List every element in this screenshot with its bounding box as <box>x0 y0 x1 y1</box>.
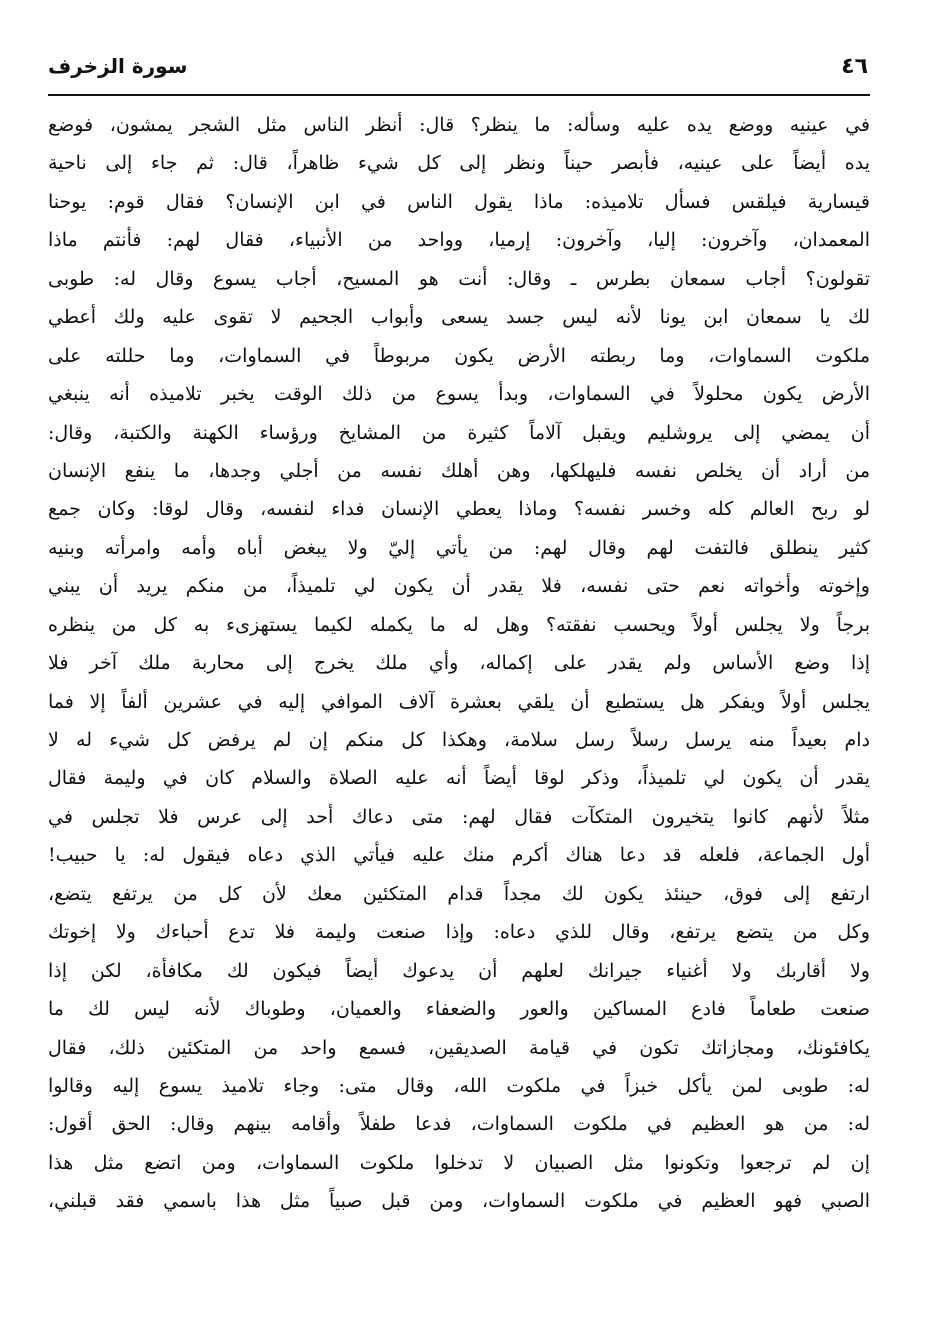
text-line: المعمدان، وآخرون: إليا، وآخرون: إرميا، وواحد من الأنبياء، فقال لهم: فأنتم ماذا <box>48 229 870 252</box>
text-line: ولا أقاربك ولا أغنياء جيرانك لعلهم أن يدعوك أيضاً فيكون لك مكافأة، لكن إذا <box>48 959 870 982</box>
text-line: ملكوت السماوات، وما ربطته الأرض يكون مربوطاً في السماوات، وما حللته على <box>48 344 870 367</box>
text-line: في عينيه ووضع يده عليه وسأله: ما ينظر؟ قال: أنظر الناس مثل الشجر يمشون، فوضع <box>48 114 870 136</box>
text-line: له: من هو العظيم في ملكوت السماوات، فدعا طفلاً وأقامه بينهم وقال: الحق أقول: <box>48 1113 870 1136</box>
text-line: يده أيضاً على عينيه، فأبصر حيناً ونظر إلى كل شيء ظاهراً، قال: ثم جاء إلى ناحية <box>48 152 870 175</box>
text-line: الصبي فهو العظيم في ملكوت السماوات، ومن قبل صبياً مثل هذا باسمي فقد قبلني، <box>48 1190 870 1213</box>
text-line: أن يمضي إلى يروشليم ويقبل آلاماً كثيرة من المشايخ ورؤساء الكهنة والكتبة، وقال: <box>48 421 870 444</box>
text-line: له: طوبى لمن يأكل خبزاً في ملكوت الله، وقال متى: وجاء تلاميذ يسوع إليه وقالوا <box>48 1074 870 1097</box>
text-line: برجاً ولا يجلس أولاً ويحسب نفقته؟ وهل له ما يكمله لكيما يستهزىء به كل من ينظره <box>48 613 870 636</box>
text-line: قيسارية فيلقس فسأل تلاميذه: ماذا يقول الناس في ابن الإنسان؟ فقال قوم: يوحنا <box>48 190 870 213</box>
body-text <box>48 106 870 1221</box>
text-line: كثير ينطلق فالتفت لهم وقال لهم: من يأتي إليّ ولا يبغض أباه وأمه وامرأته وبنيه <box>48 536 870 559</box>
header-rule <box>48 94 870 96</box>
text-line: وكل من يتضع يرتفع، وقال للذي دعاه: وإذا صنعت وليمة فلا تدع أحباءك ولا إخوتك <box>48 921 870 944</box>
text-line: الأرض يكون محلولاً في السماوات، وبدأ يسوع من ذلك الوقت يخبر تلاميذه أنه ينبغي <box>48 383 870 406</box>
page-header <box>48 52 868 92</box>
text-line: مثلاً لأنهم كانوا يتخيرون المتكآت فقال لهم: متى دعاك أحد إلى عرس فلا تجلس في <box>48 805 870 828</box>
page-number: ٤٦ <box>841 54 868 79</box>
text-line: من أراد أن يخلص نفسه فليهلكها، وهن أهلك نفسه من أجلي وجدها، ما ينفع الإنسان <box>48 459 870 482</box>
text-line: إن لم ترجعوا وتكونوا مثل الصبيان لا تدخلوا ملكوت السماوات، ومن اتضع مثل هذا <box>48 1151 870 1174</box>
text-line: يكافئونك، ومجازاتك تكون في قيامة الصديقين، فسمع واحد من المتكئين ذلك، فقال <box>48 1036 870 1059</box>
text-line: ارتفع إلى فوق، حينئذ يكون لك مجداً قدام المتكئين معك لأن كل من يرتفع يتضع، <box>48 882 870 905</box>
text-line: صنعت طعاماً فادع المساكين والعور والضعفاء والعميان، وطوباك لأنه ليس لك ما <box>48 998 870 1021</box>
text-line: أول الجماعة، فلعله قد دعا هناك أكرم منك عليه فيأتي الذي دعاه فيقول له: يا حبيب! <box>48 844 870 867</box>
text-line: لو ربح العالم كله وخسر نفسه؟ وماذا يعطي الإنسان فداء لنفسه، وقال لوقا: وكان جمع <box>48 498 870 521</box>
text-line: تقولون؟ أجاب سمعان بطرس ـ وقال: أنت هو المسيح، أجاب يسوع وقال له: طوبى <box>48 267 870 290</box>
text-line: إذا وضع الأساس ولم يقدر على إكماله، وأي ملك يخرج إلى محاربة ملك آخر فلا <box>48 652 870 675</box>
text-line: يجلس أولاً ويفكر هل يستطيع أن يلقي بعشرة آلاف الموافي إليه في عشرين ألفاً إلا فما <box>48 690 870 713</box>
running-title: سورة الزخرف <box>48 54 188 78</box>
text-line: دام بعيداً منه يرسل رسلاً رسل سلامة، وهكذا كل منكم إن لم يرفض كل شيء له لا <box>48 729 870 751</box>
text-line: وإخوته وأخواته نعم حتى نفسه، فلا يقدر أن يكون لي تلميذاً، من منكم يريد أن يبني <box>48 575 870 598</box>
text-line: يقدر أن يكون لي تلميذاً، وذكر لوقا أيضاً أنه عليه الصلاة والسلام كان في وليمة فقال <box>48 767 870 790</box>
text-line: لك يا سمعان ابن يونا لأنه ليس جسد يسعى وأبواب الجحيم لا تقوى عليه ولك أعطي <box>48 306 870 329</box>
